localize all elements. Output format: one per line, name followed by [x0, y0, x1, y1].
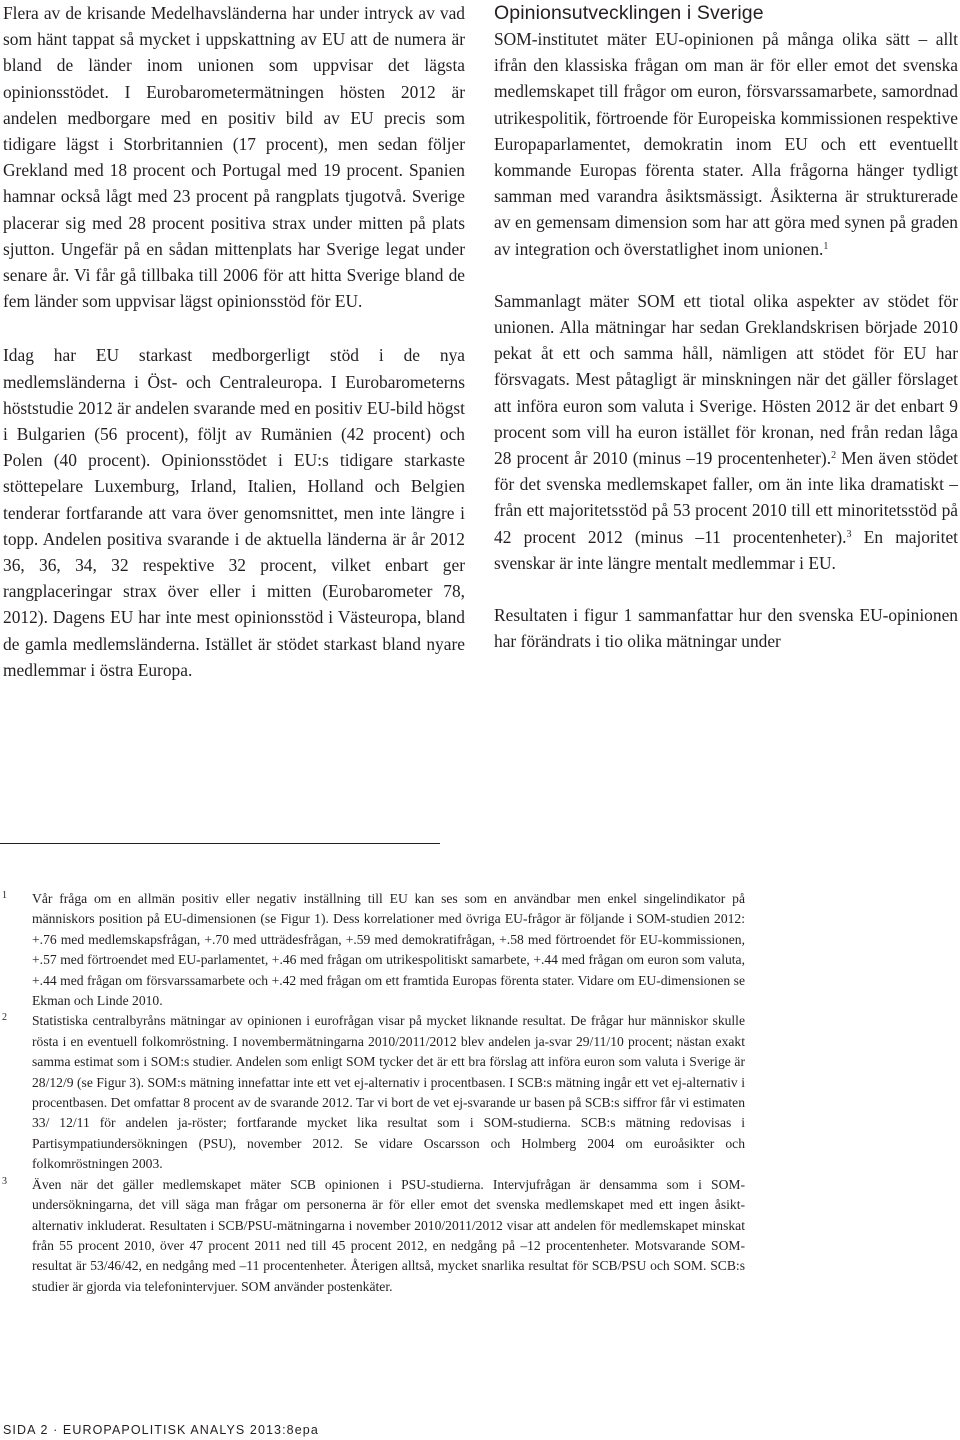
footnote-number: 1: [2, 890, 7, 901]
paragraph-text: Sammanlagt mäter SOM ett tiotal olika aspekter av stödet för unionen. Alla mätningar har sedan Greklandskrisen började 2010 pekat åt ett och samma håll, nämligen att stödet för EU har försvagats. Mest påtagligt är minskningen när det gäller förslaget att införa euron som valuta i Sverige. Hösten 2012 är det enbart 9 procent som vill ha euron istället för kronan, ned från redan låga 28 procent år 2010 (minus –19 procentenheter).: [494, 290, 958, 469]
footnote-divider: [0, 843, 440, 844]
paragraph-text: SOM-institutet mäter EU-opinionen på många olika sätt – allt ifrån den klassiska frågan om man är för eller emot det svenska medlemskapet till frågor om euron, försvarssamarbete, samordnad utrikespolitik, förtroende för Europeiska kommissionen respektive Europaparlamentet, demokratin inom EU och ett eventuellt kommande Europas förenta stater. Alla frågorna hänger tydligt samman med varandra åsiktsmässigt. Åsikterna är strukturerade av en gemensam dimension som har att göra med synen på graden av integration och överstatlighet inom unionen.: [494, 29, 958, 259]
footnote-text: Även när det gäller medlemskapet mäter SCB opinionen i PSU-studierna. Intervjufrågan är densamma som i SOM-undersökningarna, det vill säga man frågar om personerna är för eller emot det svenska medlemskapet med ett ingen åsikt-alternativ inkluderat. Resultaten i SCB/PSU-mätningarna i november 2010/2011/2012 visar att andelen för medlemskapet minskat från 55 procent 2010, över 47 procent 2011 ned till 45 procent 2012, en nedgång på –12 procentenheter. Motsvarande SOM-resultat är 53/46/42, en nedgång med –11 procentenheter. Återigen alltså, mycket snarlika resultat för SCB/PSU och SOM. SCB:s studier är gjorda via telefonintervjuer. SOM använder postenkäter.: [32, 1176, 745, 1294]
footnote-text: Vår fråga om en allmän positiv eller negativ inställning till EU kan ses som en användbar men enkel singelindikator på människors position på EU-dimensionen (se Figur 1). Dess korrelationer med övriga EU-frågor är följande i SOM-studien 2012: +.76 med medlemskapsfrågan, +.70 med utträdesfrågan, +.59 med demokratifrågan, +.58 med förtroendet för EU-kommissionen, +.57 med förtroendet med EU-parlamentet, +.46 med frågan om utrikespolitiskt samarbete, +.44 med frågan om euron som valuta, +.44 med frågan om försvarssamarbete och +.42 med frågan om ett framtida Europas förenta stater. Vidare om EU-dimensionen se Ekman och Linde 2010.: [32, 891, 745, 1009]
body-paragraph: Idag har EU starkast medborgerligt stöd i de nya medlemsländerna i Öst- och Centraleuropa. I Eurobarometerns höststudie 2012 är andelen svarande med en positiv EU-bild högst i Bulgarien (56 procent), följt av Rumänien (42 procent) och Polen (40 procent). Opinionsstödet i EU:s tidigare starkaste stöttepelare Luxemburg, Irland, Italien, Holland och Belgien tenderar fortfarande att vara över genomsnittet, men inte längre i topp. Andelen positiva svarande i de aktuella länderna är år 2012 36, 36, 34, 32 respektive 32 procent, vilket enbart ger rangplaceringar strax över eller i mitten (Eurobarometer 78, 2012). Dagens EU har inte mest opinionsstöd i Västeuropa, bland de gamla medlemsländerna. Istället är stödet starkast bland nyare medlemmar i östra Europa.: [3, 345, 465, 680]
right-column: [494, 0, 958, 654]
page-footer: SIDA 2 · EUROPAPOLITISK ANALYS 2013:8epa: [3, 1423, 319, 1437]
footnote: [0, 889, 960, 1011]
footnote-text: Statistiska centralbyråns mätningar av opinionen i eurofrågan visar på mycket liknande resultat. De frågar hur människor skulle rösta i en eventuell folkomröstning. I novembermätningarna 2010/2011/2012 blev andelen ja-svar 29/11/10 procent; nästan exakt samma estimat som i SOM:s studier. Andelen som enligt SOM tycker det är ett bra förslag att införa euron som valuta i Sverige är 28/12/9 (se Figur 3). SOM:s mätning innefattar inte ett vet ej-alternativ i procentbasen. I SCB:s mätning ingår ett vet ej-alternativ i procentbasen. Det omfattar 8 procent av de svarande 2012. Tar vi bort de vet ej-svarande ur basen på SCB:s siffror får vi estimaten 33/ 12/11 för andelen ja-röster; fortfarande mycket lika resultat som i SOM-studierna. SCB:s mätning redovisas i Partisympatiundersökningen (PSU), november 2012. Se vidare Oscarsson och Holmberg 2004 om euroåsikter och folkomröstningen 2003.: [32, 1013, 745, 1172]
section-heading: Opinionsutvecklingen i Sverige: [494, 2, 764, 24]
paragraph-text: Men även stödet för det svenska medlemskapet faller, om än inte lika dramatiskt – från ett majoritetsstöd på 53 procent 2010 till ett minoritetsstöd på 42 procent 2012 (minus –11 procentenheter).: [494, 448, 958, 547]
footnotes: [0, 889, 960, 1297]
footnote-reference[interactable]: 3: [846, 528, 852, 540]
footnote-number: 3: [2, 1175, 7, 1187]
body-paragraph: Resultaten i figur 1 sammanfattar hur den svenska EU-opinionen har förändrats i tio olika mätningar under: [494, 605, 958, 652]
body-paragraph: [494, 26, 958, 262]
left-column: [3, 0, 465, 683]
footnote-reference[interactable]: 2: [831, 450, 837, 462]
footnote: [0, 1175, 960, 1297]
footnote: [0, 1011, 960, 1174]
footnote-reference[interactable]: 1: [823, 240, 829, 252]
body-paragraph: Flera av de krisande Medelhavsländerna har under intryck av vad som hänt tappat så mycket i uppskattning av EU att de numera är bland de länder inom unionen som uppvisar det lägsta opinionsstödet. I Eurobarometermätningen hösten 2012 är andelen medborgare med en positiv bild av EU precis som tidigare lägst i Storbritannien (17 procent), men sedan följer Grekland med 18 procent och Portugal med 19 procent. Spanien hamnar också lågt med 23 procent på rangplats tjugotvå. Sverige placerar sig med 28 procent positiva strax under mitten på plats sjutton. Ungefär på en sådan mittenplats har Sverige legat under senare år. Vi får gå tillbaka till 2006 för att hitta Sverige bland de fem länder som uppvisar lägst opinionsstöd för EU.: [3, 3, 465, 312]
footnote-number: 2: [2, 1012, 7, 1024]
paragraph-text: En majoritet svenskar är inte längre mentalt medlemmar i EU.: [494, 526, 959, 573]
body-paragraph: [494, 288, 958, 576]
